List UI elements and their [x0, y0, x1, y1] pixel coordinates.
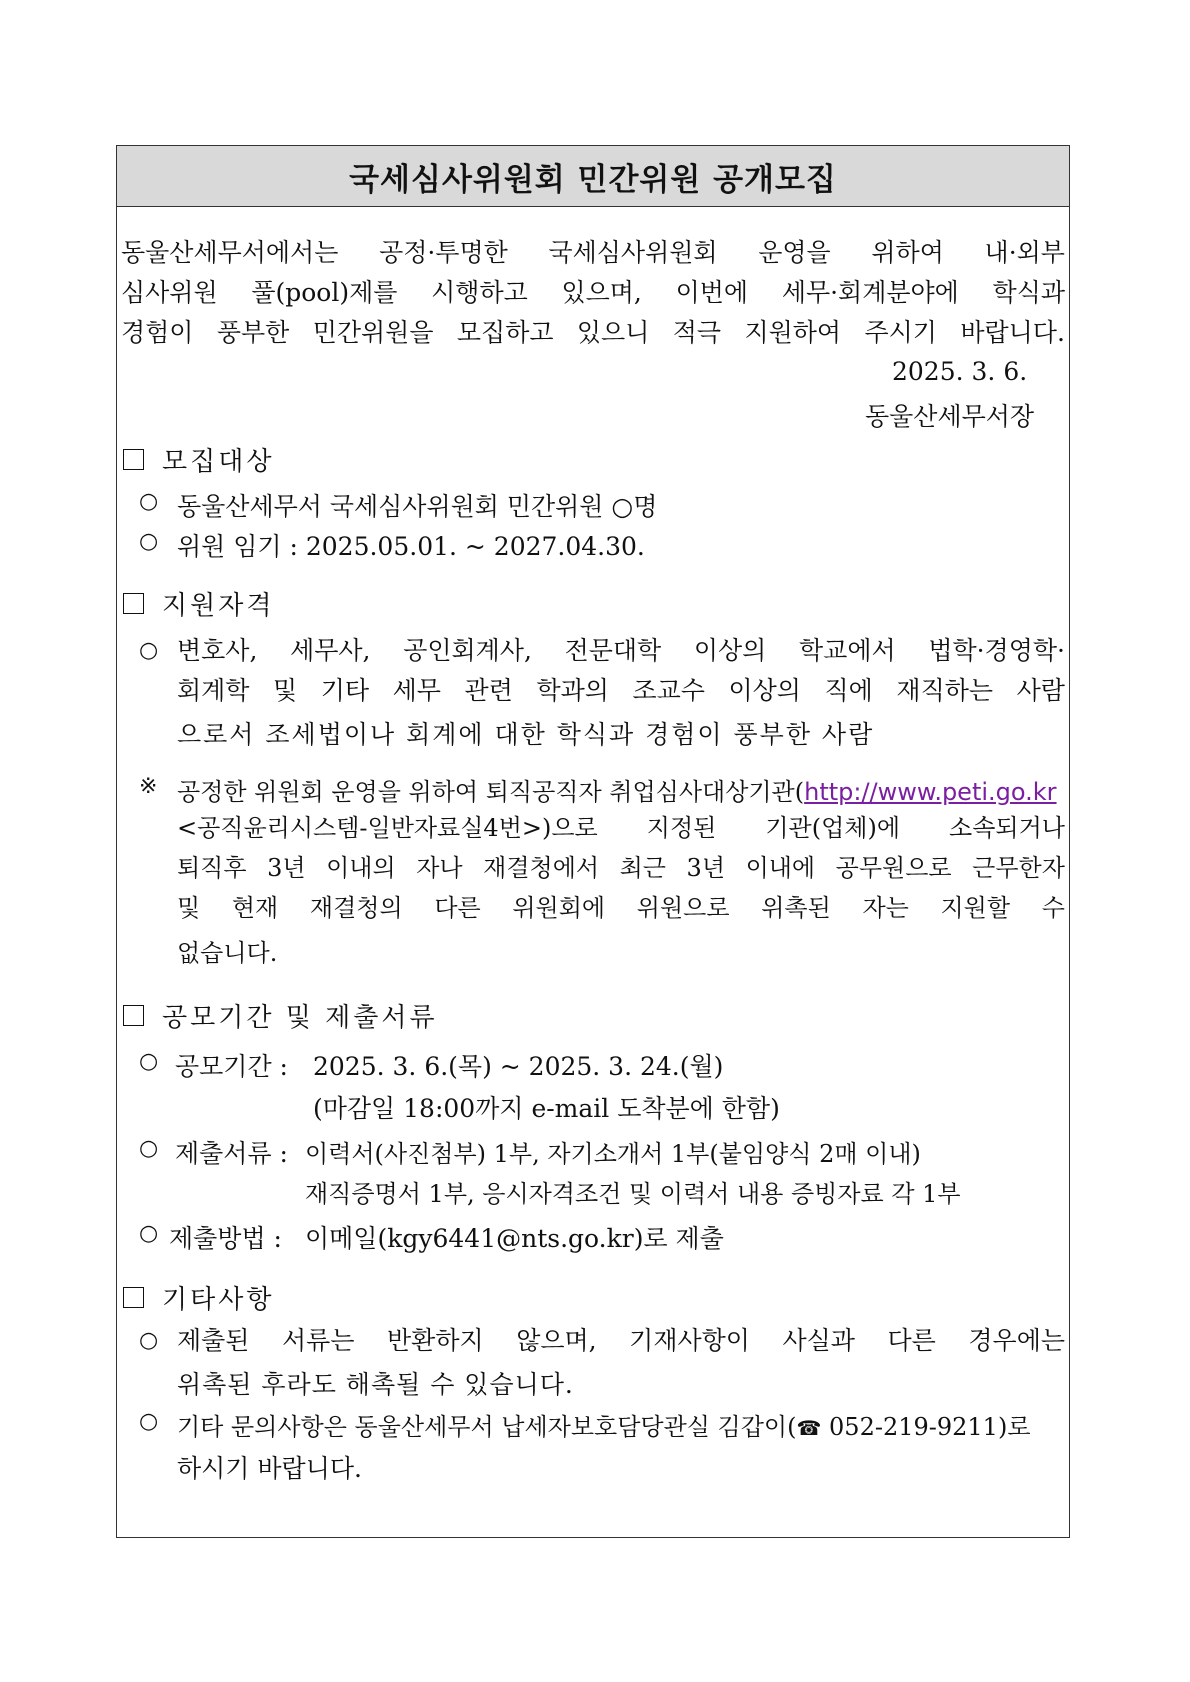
- word: 재결청에서: [483, 854, 600, 882]
- word: 동울산세무서에서는: [121, 238, 339, 267]
- intro-line-3: [121, 317, 1065, 348]
- qualification-line-3: 으로서 조세법이나 회계에 대한 학식과 경험이 풍부한 사람: [177, 720, 875, 749]
- word: 않으며,: [516, 1326, 597, 1355]
- word: 이내에: [745, 854, 816, 882]
- contact-text: 기타 문의사항은 동울산세무서 납세자보호담당관실 김갑이(: [177, 1413, 797, 1441]
- notice-frame: [116, 145, 1070, 1538]
- word: 이상의: [728, 676, 801, 705]
- note-line-2: [177, 813, 1065, 843]
- word: 시행하고: [431, 278, 528, 307]
- note-line-4: [177, 893, 1065, 923]
- word: 사람: [1016, 676, 1065, 705]
- word: 이번에: [675, 278, 749, 307]
- contact-phone: 052-219-9211)로: [821, 1413, 1031, 1441]
- section-label: 지원자격: [162, 591, 275, 621]
- word: 소속되거나: [949, 814, 1065, 842]
- section-label: 모집대상: [162, 447, 275, 477]
- bullet-icon: ○: [139, 1049, 159, 1074]
- word: 경우에는: [968, 1326, 1065, 1355]
- word: 위원회에: [512, 894, 606, 922]
- docs-line-2: 재직증명서 1부, 응시자격조건 및 이력서 내용 증빙자료 각 1부: [305, 1180, 961, 1208]
- word: 지원하여: [744, 318, 842, 347]
- word: 근무한자: [972, 854, 1065, 882]
- word: 있으며,: [561, 278, 642, 307]
- word: 공인회계사,: [403, 636, 532, 665]
- phone-icon: ☎: [796, 1416, 822, 1440]
- word: 재결청의: [309, 894, 403, 922]
- section-label: 공모기간 및 제출서류: [162, 1003, 438, 1033]
- note-mark: ※: [139, 774, 158, 799]
- word: 기타: [320, 676, 370, 705]
- checkbox-icon: [123, 1005, 144, 1026]
- checkbox-icon: [123, 1287, 144, 1308]
- word: 기재사항이: [629, 1326, 750, 1355]
- word: 학교에서: [799, 636, 896, 665]
- bullet-icon: ○: [139, 529, 159, 554]
- notice-date: 2025. 3. 6.: [892, 357, 1028, 386]
- qualification-line-1: [177, 635, 1065, 666]
- issuer: 동울산세무서장: [865, 402, 1035, 431]
- word: 모집하고: [456, 318, 554, 347]
- checkbox-icon: [123, 449, 144, 470]
- section-recruit-target: [123, 441, 274, 478]
- note-line-5: 없습니다.: [177, 939, 278, 967]
- word: 있으니: [576, 318, 650, 347]
- word: 제출된: [177, 1326, 250, 1355]
- word: 다른: [887, 1326, 936, 1355]
- word: 적극: [672, 318, 722, 347]
- word: <공직윤리시스템-일반자료실4번>)으로: [177, 814, 598, 842]
- word: 지원할: [940, 894, 1011, 922]
- word: 세무: [392, 676, 441, 705]
- period-note: (마감일 18:00까지 e-mail 도착분에 한함): [313, 1094, 780, 1123]
- title-bar: [117, 146, 1069, 207]
- word: 바랍니다.: [960, 318, 1065, 347]
- word: 사실과: [782, 1326, 855, 1355]
- word: 학식과: [992, 278, 1065, 307]
- word: 반환하지: [387, 1326, 484, 1355]
- word: 공정·투명한: [379, 238, 508, 267]
- bullet-icon: ○: [139, 489, 159, 514]
- section-period-documents: [123, 997, 438, 1034]
- word: 법학·경영학·: [928, 636, 1065, 665]
- word: 직에: [824, 676, 873, 705]
- method-label: 제출방법 :: [169, 1224, 282, 1253]
- word: 세무사,: [290, 636, 371, 665]
- bullet-icon: ○: [139, 638, 159, 663]
- word: 위촉된: [761, 894, 831, 922]
- note-line-3: [177, 853, 1065, 883]
- word: 및: [177, 894, 201, 922]
- word: 관련: [464, 676, 513, 705]
- word: 3년: [686, 854, 726, 882]
- word: 풍부한: [216, 318, 290, 347]
- word: 지정된: [646, 814, 717, 842]
- other-line-1: [177, 1325, 1065, 1356]
- word: 현재: [231, 894, 279, 922]
- intro-line-1: [121, 237, 1065, 268]
- word: 3년: [267, 854, 306, 882]
- section-other: [123, 1279, 274, 1316]
- list-item: 위원 임기 : 2025.05.01. ~ 2027.04.30.: [177, 532, 645, 561]
- word: 수: [1041, 894, 1065, 922]
- word: 풀(pool)제를: [251, 278, 398, 307]
- word: 조교수: [632, 676, 705, 705]
- bullet-icon: ○: [139, 1221, 159, 1246]
- word: 심사위원: [121, 278, 218, 307]
- peti-link[interactable]: http://www.peti.go.kr: [804, 778, 1057, 806]
- word: 서류는: [282, 1326, 355, 1355]
- section-label: 기타사항: [162, 1285, 275, 1315]
- word: 다른: [434, 894, 481, 922]
- word: 민간위원을: [312, 318, 434, 347]
- word: 위원으로: [636, 894, 730, 922]
- word: 재직하는: [896, 676, 994, 705]
- word: 전문대학: [564, 636, 662, 665]
- note-line-1: [177, 772, 1057, 807]
- word: 세무·회계분야에: [781, 278, 959, 307]
- docs-label: 제출서류 :: [175, 1139, 288, 1168]
- word: 학과의: [536, 676, 609, 705]
- word: 공무원으로: [835, 854, 952, 882]
- word: 퇴직후: [177, 854, 247, 882]
- other-line-2: 위촉된 후라도 해촉될 수 있습니다.: [177, 1370, 574, 1399]
- checkbox-icon: [123, 593, 144, 614]
- period-value: 2025. 3. 6.(목) ~ 2025. 3. 24.(월): [313, 1052, 724, 1081]
- note-text: 공정한 위원회 운영을 위하여 퇴직공직자 취업심사대상기관(: [177, 778, 805, 806]
- section-qualification: [123, 585, 274, 622]
- qualification-line-2: [177, 675, 1065, 706]
- bullet-icon: ○: [139, 1409, 159, 1434]
- word: 회계학: [177, 676, 250, 705]
- word: 주시기: [864, 318, 937, 347]
- word: 내·외부: [984, 238, 1065, 267]
- word: 운영을: [758, 238, 831, 267]
- word: 및: [273, 676, 298, 705]
- word: 변호사,: [177, 636, 258, 665]
- word: 기관(업체)에: [765, 814, 901, 842]
- contact-line-2: 하시기 바랍니다.: [177, 1454, 362, 1483]
- word: 위하여: [871, 238, 944, 267]
- word: 최근: [619, 854, 666, 882]
- docs-line-1: 이력서(사진첨부) 1부, 자기소개서 1부(붙임양식 2매 이내): [305, 1140, 921, 1168]
- word: 이상의: [693, 636, 767, 665]
- period-label: 공모기간 :: [175, 1052, 288, 1081]
- bullet-icon: ○: [139, 1328, 159, 1353]
- word: 국세심사위원회: [548, 238, 718, 267]
- bullet-icon: ○: [139, 1136, 159, 1161]
- method-value: 이메일(kgy6441@nts.go.kr)로 제출: [305, 1224, 724, 1253]
- word: 자나: [416, 854, 463, 882]
- word: 자는: [862, 894, 909, 922]
- page-title: 국세심사위원회 민간위원 공개모집: [349, 161, 837, 198]
- list-item: 동울산세무서 국세심사위원회 민간위원 ○명: [177, 492, 658, 521]
- contact-line-1: [177, 1407, 1031, 1442]
- intro-line-2: [121, 277, 1065, 308]
- word: 이내의: [326, 854, 396, 882]
- word: 경험이: [121, 318, 194, 347]
